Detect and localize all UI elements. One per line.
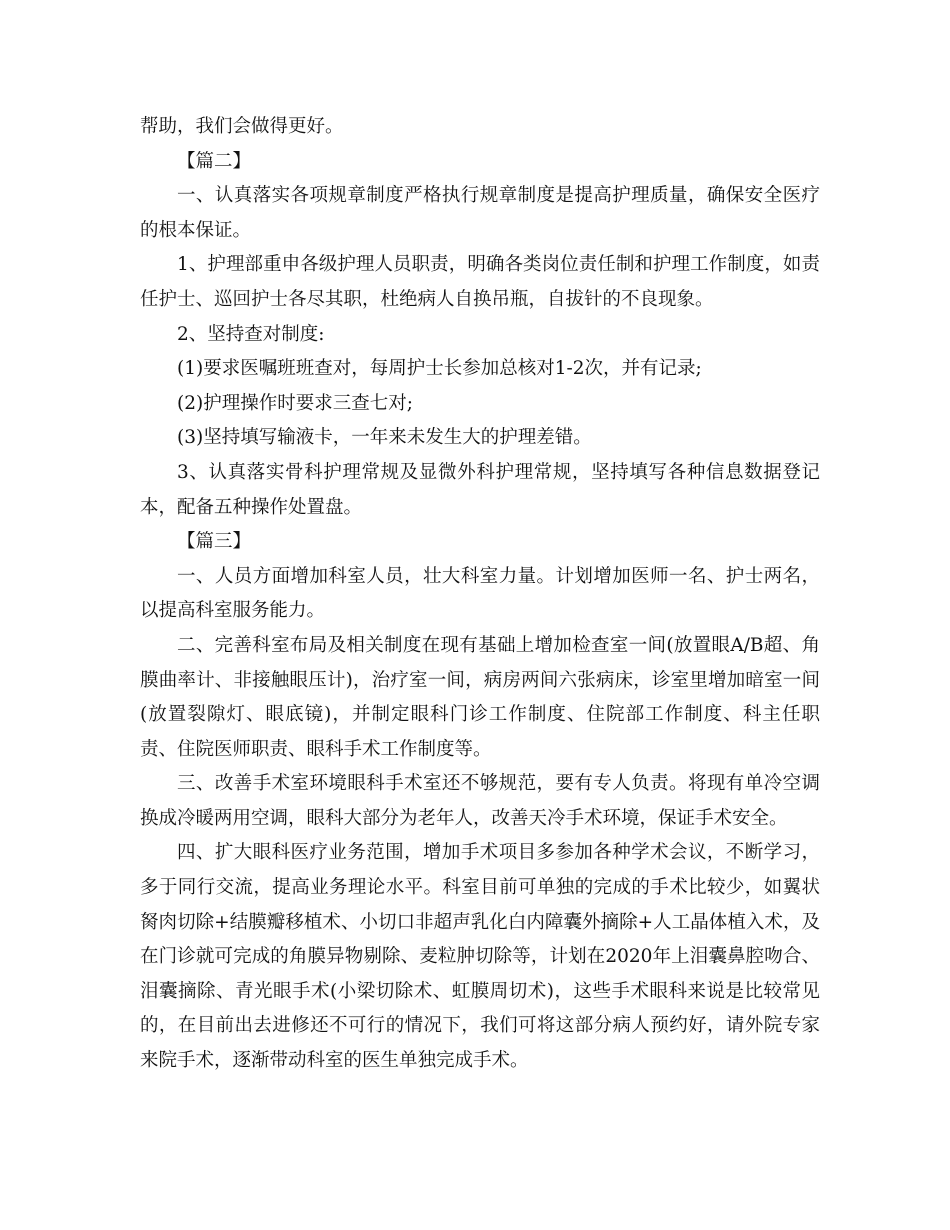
paragraph: 三、改善手术室环境眼科手术室还不够规范，要有专人负责。将现有单冷空调换成冷暖两用空调，眼科大部分为老年人，改善天冷手术环境，保证手术安全。 <box>140 773 820 829</box>
paragraph: 3、认真落实骨科护理常规及显微外科护理常规，坚持填写各种信息数据登记本，配备五种操作处置盘。 <box>140 461 820 518</box>
paragraph: 一、人员方面增加科室人员，壮大科室力量。计划增加医师一名、护士两名，以提高科室服务能力。 <box>140 565 820 622</box>
paragraph: 一、认真落实各项规章制度严格执行规章制度是提高护理质量，确保安全医疗的根本保证。 <box>140 185 820 241</box>
paragraph: 二、完善科室布局及相关制度在现有基础上增加检查室一间(放置眼A/B超、角膜曲率计、非接触眼压计)，治疗室一间，病房两间六张病床，诊室里增加暗室一间(放置裂隙灯、眼底镜)，并制定眼科门诊工作制度、住院部工作制度、科主任职责、住院医师职责、眼科手术工作制度等。 <box>140 634 820 760</box>
list-item: (1)要求医嘱班班查对，每周护士长参加总核对1-2次，并有记录; <box>177 358 702 380</box>
section-heading-part-two: 【篇二】 <box>177 150 252 172</box>
list-item: (3)坚持填写输液卡，一年来未发生大的护理差错。 <box>177 427 592 449</box>
section-heading-part-three: 【篇三】 <box>177 531 252 553</box>
list-item: (2)护理操作时要求三查七对; <box>177 392 413 414</box>
paragraph: 四、扩大眼科医疗业务范围，增加手术项目多参加各种学术会议，不断学习，多于同行交流，提高业务理论水平。科室目前可单独的完成的手术比较少，如翼状胬肉切除+结膜瓣移植术、小切口非超声乳化白内障囊外摘除+人工晶体植入术，及在门诊就可完成的角膜异物剔除、麦粒肿切除等，计划在2020年上泪囊鼻腔吻合、泪囊摘除、青光眼手术(小梁切除术、虹膜周切术)，这些手术眼科来说是比较常见的，在目前出去进修还不可行的情况下，我们可将这部分病人预约好，请外院专家来院手术，逐渐带动科室的医生单独完成手术。 <box>140 842 820 1072</box>
paragraph: 1、护理部重申各级护理人员职责，明确各类岗位责任制和护理工作制度，如责任护士、巡回护士各尽其职，杜绝病人自换吊瓶，自拔针的不良现象。 <box>140 254 820 310</box>
document-body <box>140 110 820 1079</box>
paragraph: 2、坚持查对制度: <box>177 323 325 345</box>
paragraph-continuation: 帮助，我们会做得更好。 <box>140 116 344 137</box>
